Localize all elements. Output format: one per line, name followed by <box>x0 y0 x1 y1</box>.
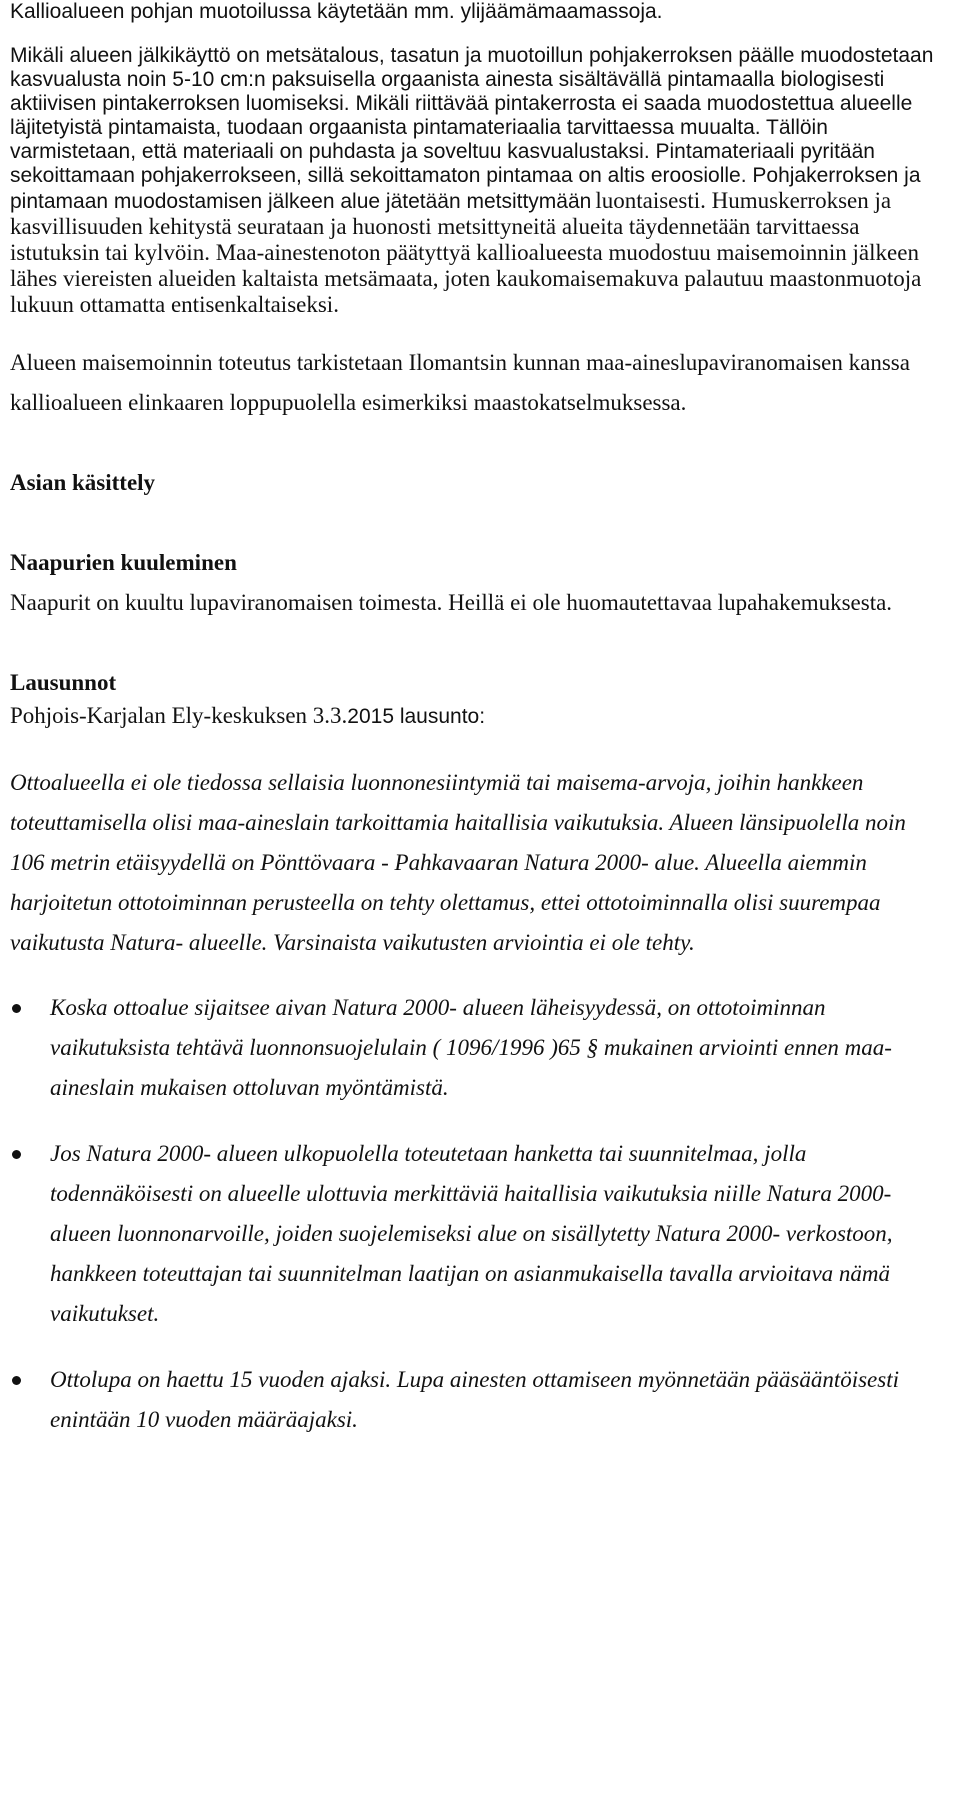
intro-line: Kallioalueen pohjan muotoilussa käytetään mm. ylijäämämaamassoja. <box>10 0 663 23</box>
statement-intro <box>10 703 946 729</box>
neighbours-paragraph: Naapurit on kuultu lupaviranomaisen toimesta. Heillä ei ole huomautettavaa lupahakemuksesta. <box>10 590 893 615</box>
heading-naapurien-kuuleminen: Naapurien kuuleminen <box>10 550 237 575</box>
bullet-icon <box>12 1150 21 1159</box>
list-item-text: Koska ottoalue sijaitsee aivan Natura 2000- alueen läheisyydessä, on ottotoiminnan vaikutuksista tehtävä luonnonsuojelulain ( 1096/1996 )65 § mukainen arviointi ennen maa-aineslain mukaisen ottoluvan myöntämistä. <box>50 995 892 1100</box>
aftercare-text-sans: Mikäli alueen jälkikäyttö on metsätalous, tasatun ja muotoillun pohjakerroksen päälle muodostetaan kasvualusta noin 5-10 cm:n paksuisella orgaanista ainesta sisältävällä pintamaalla biologisesti aktiivisen pintakerroksen luomiseksi. Mikäli riittävää pintakerrosta ei saada muodostettua alueelle läjitetyistä pintamaista, tuodaan orgaanista pintamateriaalia tarvittaessa muualta. Tällöin varmistetaan, että materiaali on puhdasta ja soveltuu kasvualustaksi. Pintamateriaali pyritään sekoittamaan pohjakerrokseen, sillä sekoittamaton pintamaa on altis eroosiolle. Pohjakerroksen ja pintamaan muodostamisen jälkeen alue jätetään metsittymään <box>10 44 934 213</box>
landscaping-paragraph: Alueen maisemoinnin toteutus tarkistetaan Ilomantsin kunnan maa-aineslupaviranomaisen kanssa kallioalueen elinkaaren loppupuolella esimerkiksi maastokatselmuksessa. <box>10 350 910 415</box>
statement-intro-sans: 2015 lausunto: <box>347 705 486 728</box>
list-item <box>10 988 946 1108</box>
heading-asian-kasittely: Asian käsittely <box>10 470 156 495</box>
list-item-text: Jos Natura 2000- alueen ulkopuolella toteutetaan hanketta tai suunnitelmaa, jolla todennäköisesti on alueelle ulottuvia merkittäviä haitallisia vaikutuksia niille Natura 2000- alueen luonnonarvoille, joiden suojelemiseksi alue on sisällytetty Natura 2000- verkostoon, hankkeen toteuttajan tai suunnitelman laatijan on asianmukaisella tavalla arvioitava nämä vaikutukset. <box>50 1141 893 1326</box>
aftercare-text-serif: luontaisesti. Humuskerroksen ja kasvillisuuden kehitystä seurataan ja huonosti metsittyneitä alueita täydennetään tarvittaessa istutuksin tai kylvöin. Maa-ainestenoton päätyttyä kallioalueesta muodostuu maisemoinnin jälkeen lähes viereisten alueiden kaltaista metsämaata, joten kaukomaisemakuva palautuu maastonmuotoja lukuun ottamatta entisenkaltaiseksi. <box>10 188 922 317</box>
list-item <box>10 1360 946 1440</box>
list-item-text: Ottolupa on haettu 15 vuoden ajaksi. Lupa ainesten ottamiseen myönnetään pääsääntöisesti enintään 10 vuoden määräajaksi. <box>50 1367 900 1432</box>
aftercare-paragraph <box>10 44 946 318</box>
statement-bullet-list <box>10 988 946 1440</box>
list-item <box>10 1134 946 1334</box>
bullet-icon <box>12 1376 21 1385</box>
statement-intro-serif: Pohjois-Karjalan Ely-keskuksen 3.3. <box>10 703 348 728</box>
heading-lausunnot: Lausunnot <box>10 670 117 695</box>
statement-quote-paragraph: Ottoalueella ei ole tiedossa sellaisia luonnonesiintymiä tai maisema-arvoja, joihin hankkeen toteuttamisella olisi maa-aineslain tarkoittamia haitallisia vaikutuksia. Alueen länsipuolella noin 106 metrin etäisyydellä on Pönttövaara - Pahkavaaran Natura 2000- alue. Alueella aiemmin harjoitetun ottotoiminnan perusteella on tehty olettamus, ettei ottotoiminnalla olisi suurempaa vaikutusta Natura- alueelle. Varsinaista vaikutusten arviointia ei ole tehty. <box>10 770 906 955</box>
bullet-icon <box>12 1004 21 1013</box>
